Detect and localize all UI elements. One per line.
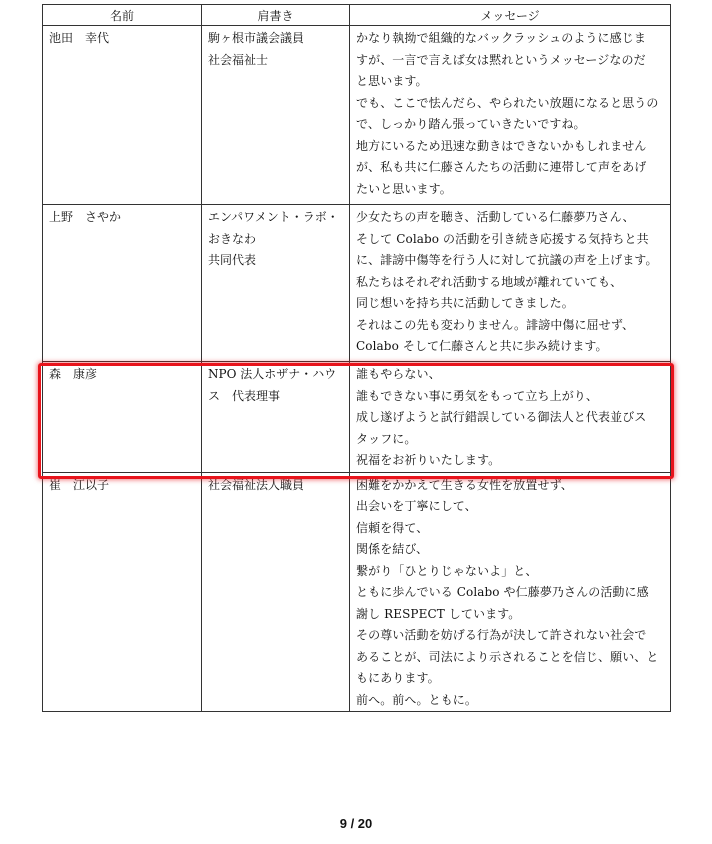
message-line: 謝し RESPECT しています。 [356, 606, 521, 621]
header-message: メッセージ [350, 5, 671, 26]
message-line: すが、一言で言えば女は黙れというメッセージなのだ [356, 52, 646, 67]
message-line: 成し遂げようと試行錯誤している御法人と代表並びス [356, 410, 647, 424]
title-cell [202, 472, 350, 712]
title-line: 駒ヶ根市議会議員 [208, 31, 305, 45]
table-row [43, 362, 671, 473]
name-cell [43, 362, 202, 473]
message-line: 祝福をお祈りいたします。 [356, 453, 501, 467]
title-cell [202, 26, 350, 205]
message-line: あることが、司法により示されることを信じ、願い、と [356, 649, 659, 664]
title-cell [202, 205, 350, 362]
title-line: 共同代表 [208, 253, 257, 267]
title-line: ス 代表理事 [208, 388, 281, 403]
message-line: タッフに。 [356, 431, 417, 446]
table-body [43, 26, 671, 712]
person-name: 上野 さやか [49, 210, 122, 224]
title-line: エンパワメント・ラボ・ [208, 210, 339, 224]
header-name: 名前 [43, 5, 202, 26]
title-cell [202, 362, 350, 473]
message-line: 信頼を得て、 [356, 520, 429, 535]
message-line: で、しっかり踏ん張っていきたいですね。 [356, 117, 586, 131]
name-cell [43, 26, 202, 205]
title-line: おきなわ [208, 231, 257, 246]
message-line: もにあります。 [356, 671, 440, 685]
message-line: たいと思います。 [356, 181, 452, 196]
message-line: Colabo そして仁藤さんと共に歩み続けます。 [356, 339, 608, 353]
name-cell [43, 472, 202, 712]
message-line: に、誹謗中傷等を行う人に対して抗議の声を上げます。 [356, 253, 658, 267]
message-line: 困難をかかえて生きる女性を放置せず、 [356, 477, 573, 492]
person-name: 崔 江以子 [49, 477, 110, 492]
page-number: 9 / 20 [339, 816, 373, 831]
message-line: 少女たちの声を聴き、活動している仁藤夢乃さん、 [356, 210, 635, 224]
message-line: 繋がり「ひとりじゃないよ」と、 [356, 563, 538, 578]
message-line: 誰もできない事に勇気をもって立ち上がり、 [356, 388, 599, 403]
table-row [43, 205, 671, 362]
header-row [43, 5, 671, 26]
message-line: そして Colabo の活動を引き続き応援する気持ちと共 [356, 231, 649, 246]
message-line: でも、ここで怯んだら、やられたい放題になると思うの [356, 95, 659, 110]
message-line: 地方にいるため迅速な動きはできないかもしれません [356, 138, 647, 153]
message-line: が、私も共に仁藤さんたちの活動に連帯して声をあげ [356, 160, 647, 174]
title-line: NPO 法人ホザナ・ハウ [208, 367, 337, 381]
message-line: それはこの先も変わりません。誹謗中傷に屈せず、 [356, 317, 635, 332]
person-name: 池田 幸代 [49, 31, 110, 45]
message-cell [350, 26, 671, 205]
message-line: かなり執拗で組織的なバックラッシュのように感じま [356, 31, 646, 45]
message-line: 関係を結び、 [356, 542, 429, 556]
message-cell [350, 205, 671, 362]
message-line: と思います。 [356, 74, 428, 88]
header-title: 肩書き [202, 5, 350, 26]
table-row [43, 26, 671, 205]
messages-table [42, 4, 671, 712]
message-cell [350, 472, 671, 712]
table-row [43, 472, 671, 712]
message-line: 私たちはそれぞれ活動する地域が離れていても、 [356, 274, 623, 289]
person-name: 森 康彦 [49, 367, 98, 381]
message-line: その尊い活動を妨げる行為が決して許されない社会で [356, 628, 647, 642]
message-line: 誰もやらない、 [356, 367, 441, 381]
message-line: 前へ。前へ。ともに。 [356, 692, 478, 707]
message-cell [350, 362, 671, 473]
title-line: 社会福祉法人職員 [208, 477, 305, 492]
message-line: 出会いを丁寧にして、 [356, 499, 477, 513]
message-line: 同じ想いを持ち共に活動してきました。 [356, 296, 574, 310]
message-line: ともに歩んでいる Colabo や仁藤夢乃さんの活動に感 [356, 585, 649, 599]
title-line: 社会福祉士 [208, 52, 269, 67]
name-cell [43, 205, 202, 362]
